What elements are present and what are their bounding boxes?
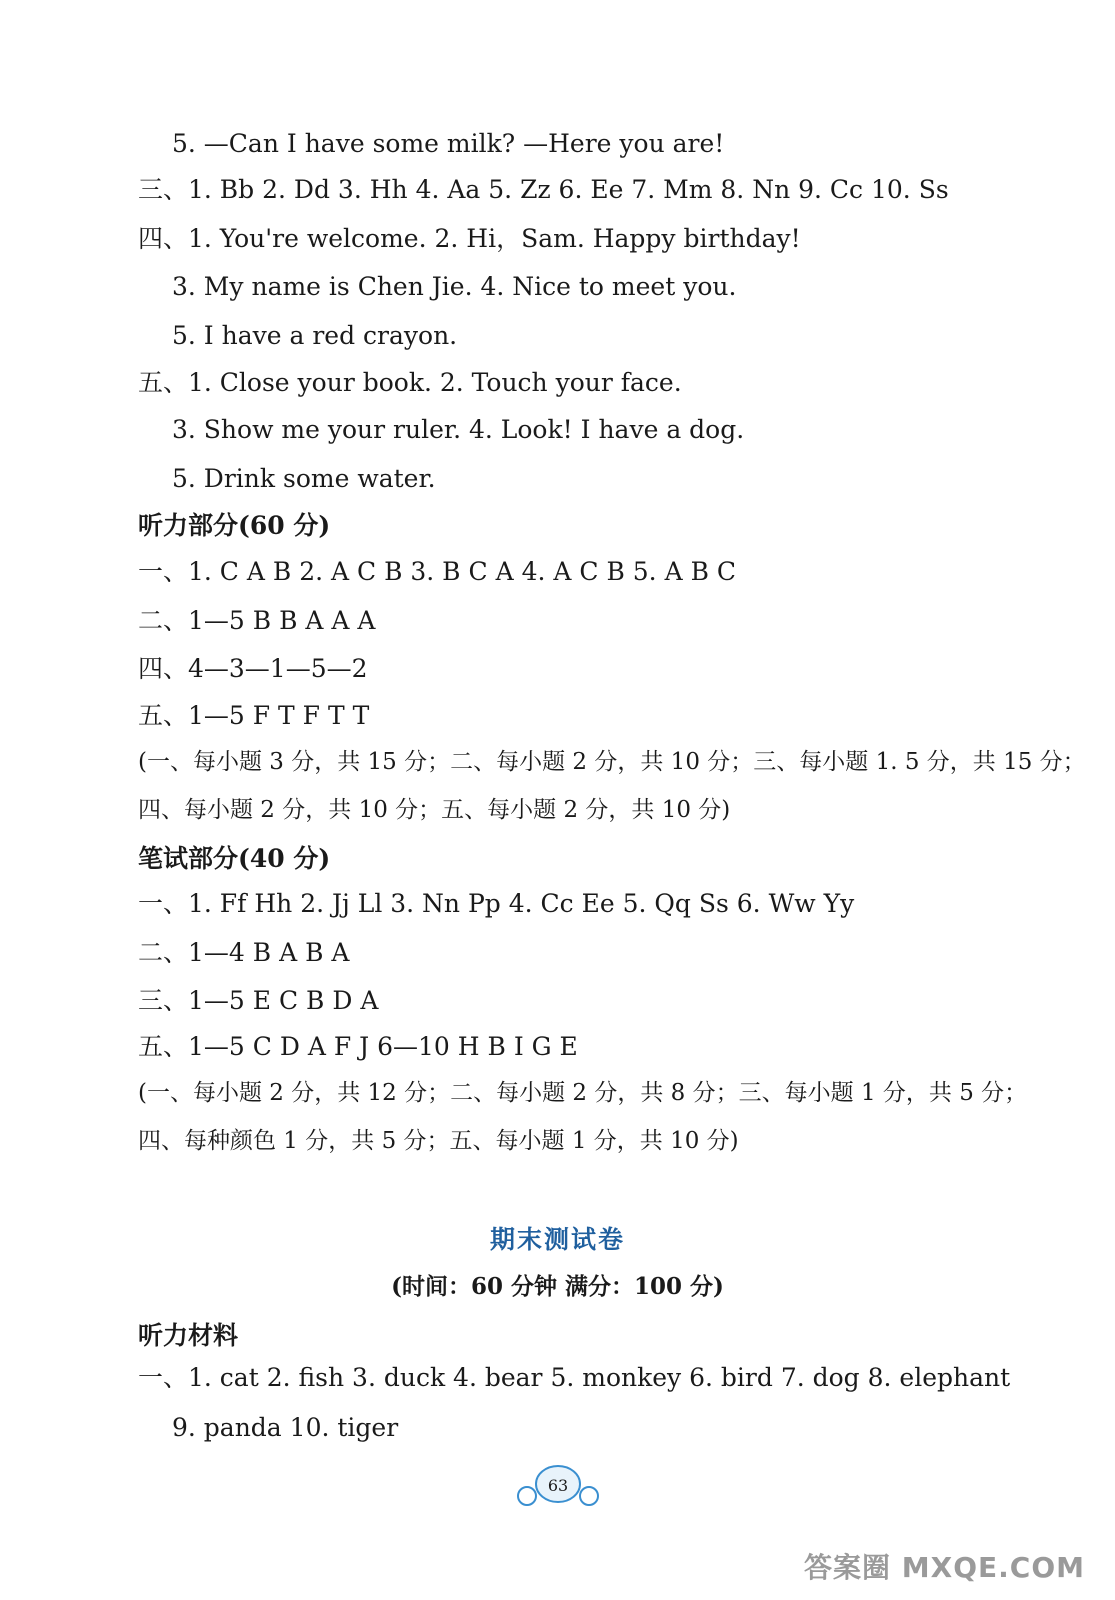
scoring-note: 四、每小题 2 分，共 10 分；五、每小题 2 分，共 10 分) <box>138 797 731 823</box>
answer-line: 五、1—5 F T F T T <box>138 701 370 730</box>
answer-line: 5. I have a red crayon. <box>172 321 458 350</box>
answer-line: 二、1—4 B A B A <box>138 938 350 967</box>
answer-line: 五、1. Close your book. 2. Touch your face. <box>138 368 682 397</box>
scoring-note: (一、每小题 2 分，共 12 分；二、每小题 2 分，共 8 分；三、每小题 1 分，共 5 分； <box>138 1080 1028 1106</box>
scoring-note: (一、每小题 3 分，共 15 分；二、每小题 2 分，共 10 分；三、每小题 1. 5 分，共 15 分； <box>138 749 1086 775</box>
exam-subtitle: (时间：60 分钟 满分：100 分) <box>391 1273 724 1300</box>
answer-line: 五、1—5 C D A F J 6—10 H B I G E <box>138 1032 578 1061</box>
answer-line: 四、1. You're welcome. 2. Hi，Sam. Happy birthday! <box>138 224 801 253</box>
answer-line: 二、1—5 B B A A A <box>138 606 376 635</box>
page-number-badge <box>0 1462 1115 1510</box>
answer-line: 9. panda 10. tiger <box>172 1413 399 1442</box>
answer-line: 5. —Can I have some milk? —Here you are! <box>172 129 725 158</box>
page-number: 63 <box>547 1476 568 1495</box>
watermark: 答案圈 MXQE.COM <box>804 1551 1085 1584</box>
answer-line: 一、1. cat 2. fish 3. duck 4. bear 5. monkey 6. bird 7. dog 8. elephant <box>138 1363 1011 1392</box>
answer-line: 一、1. C A B 2. A C B 3. B C A 4. A C B 5. A B C <box>138 557 737 586</box>
scoring-note: 四、每种颜色 1 分，共 5 分；五、每小题 1 分，共 10 分) <box>138 1128 739 1154</box>
exam-title: 期末测试卷 <box>489 1225 625 1254</box>
answer-line: 3. My name is Chen Jie. 4. Nice to meet you. <box>172 272 737 301</box>
section-heading-written: 笔试部分(40 分) <box>138 844 331 873</box>
answer-line: 5. Drink some water. <box>172 464 436 493</box>
answer-line: 三、1—5 E C B D A <box>138 986 379 1015</box>
page-badge-icon <box>513 1462 603 1510</box>
answer-line: 三、1. Bb 2. Dd 3. Hh 4. Aa 5. Zz 6. Ee 7. Mm 8. Nn 9. Cc 10. Ss <box>138 175 949 204</box>
answer-line: 3. Show me your ruler. 4. Look! I have a dog. <box>172 415 745 444</box>
answer-line: 四、4—3—1—5—2 <box>138 654 368 683</box>
answer-line: 一、1. Ff Hh 2. Jj Ll 3. Nn Pp 4. Cc Ee 5. Qq Ss 6. Ww Yy <box>138 889 855 918</box>
section-heading-listening-material: 听力材料 <box>138 1321 239 1350</box>
section-heading-listening: 听力部分(60 分) <box>138 511 331 540</box>
